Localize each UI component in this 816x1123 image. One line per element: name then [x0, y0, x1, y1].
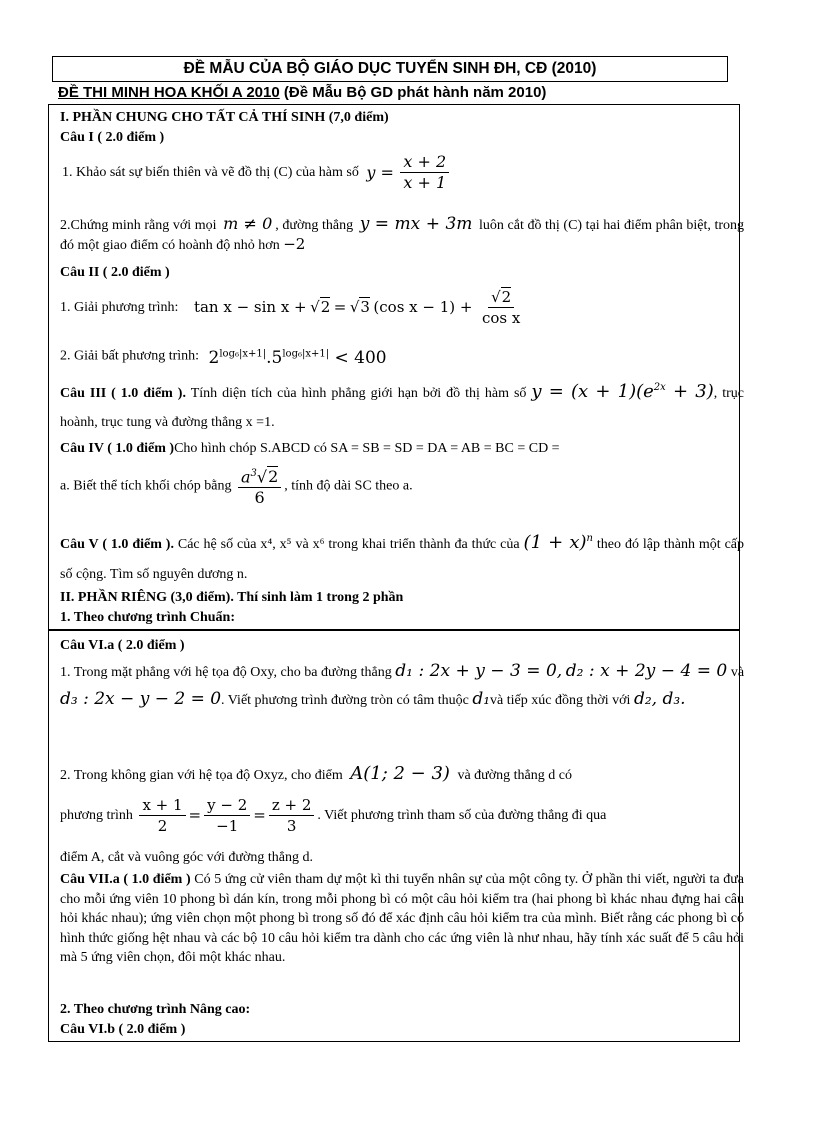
cau2-q2-rhs: < 400 [334, 347, 387, 368]
subtitle-rest: (Đề Mẫu Bộ GD phát hành năm 2010) [279, 84, 547, 101]
cau1-q1-fraction [400, 152, 449, 193]
cau2-q1-fraction [479, 287, 523, 328]
cau6a-q1-text1: 1. Trong mặt phẳng với hệ tọa độ Oxy, cho ba đường thẳng [60, 665, 392, 680]
cau6a-q2-line2 [60, 795, 744, 836]
sqrt-2: √2 [310, 298, 331, 316]
exponent-1: log₆|x+1| [219, 348, 267, 359]
base-2: 2 [208, 347, 220, 368]
cau1-q1 [62, 152, 746, 193]
line-d2: d₂ : x + 2y − 4 = 0 [565, 661, 728, 681]
cau3-text1: Tính diện tích của hình phẳng giới hạn bởi đồ thị hàm số [190, 386, 527, 401]
cau5-math-base: (1 + x) [523, 532, 587, 553]
exam-title: ĐỀ MẪU CỦA BỘ GIÁO DỤC TUYỂN SINH ĐH, CĐ (2010) [52, 56, 728, 82]
cau6a-q2-text4: . Viết phương trình tham số của đường thẳng đi qua [317, 808, 607, 823]
cau6b-label: Câu VI.b ( 2.0 điểm ) [60, 1022, 186, 1037]
fraction-denominator: cos x [481, 309, 521, 327]
cau6a-and: và [730, 665, 745, 680]
fraction-denominator: 6 [254, 488, 265, 508]
cau1-q1-y: y = [366, 163, 394, 182]
part1-heading: I. PHẦN CHUNG CHO TẤT CẢ THÍ SINH (7,0 điểm) [60, 110, 389, 125]
cau3-math-end: + 3) [673, 381, 714, 402]
cau6a-q2-text1: 2. Trong không gian với hệ tọa độ Oxyz, cho điểm [60, 768, 343, 783]
line-d3: d₃ : 2x − y − 2 = 0 [60, 689, 222, 709]
sqrt-3: √3 [349, 298, 370, 316]
cau2-q1-left: tan x − sin x + [193, 298, 307, 316]
cau1-label: Câu I ( 2.0 điểm ) [60, 130, 165, 145]
cau4-text1: Cho hình chóp S.ABCD có SA = SB = SD = DA = AB = BC = CD = [174, 441, 560, 456]
fraction-numerator: x + 2 [400, 152, 449, 173]
cau3-text2: , trục hoành, trục tung và đường thẳng x =1. [60, 386, 744, 430]
cau2-q2-text: 2. Giải bất phương trình: [60, 348, 200, 364]
cau6a-q2-text2: và đường thẳng d có [457, 768, 572, 783]
cau6a-label: Câu VI.a ( 2.0 điểm ) [60, 638, 185, 653]
cau5-text1: Các hệ số của x⁴, x⁵ và x⁶ trong khai triển thành đa thức của [177, 537, 520, 552]
cau6a-q2-line1 [60, 764, 744, 785]
cau6a-q1-text3: và tiếp xúc đồng thời với [490, 693, 631, 708]
numerator-radicand: 2 [268, 467, 279, 487]
cau1-q2-text2: , đường thẳng [275, 218, 354, 233]
cau5-text2: theo đó lập thành một cấp số cộng. Tìm số nguyên dương n. [60, 537, 745, 582]
lines-d2-d3: d₂, d₃. [633, 689, 686, 709]
cau2-label: Câu II ( 2.0 điểm ) [60, 265, 170, 280]
part2-sub1: 1. Theo chương trình Chuẩn: [60, 610, 235, 625]
cau5 [60, 524, 744, 590]
exponent-2: log₆|x+1| [282, 348, 330, 359]
numerator-exp: 3 [250, 468, 257, 479]
cau1-q2-text1: 2.Chứng minh rằng với mọi [60, 218, 217, 233]
cau4-fraction [238, 464, 281, 508]
cau2-q1-paren: (cos x − 1) + [373, 298, 473, 316]
fraction-denominator: x + 1 [403, 173, 447, 192]
part2-sub2: 2. Theo chương trình Nâng cao: [60, 1002, 251, 1017]
cau7a [60, 870, 744, 968]
cau1-q2-math2: y = mx + 3m [359, 214, 473, 234]
exam-subtitle [58, 84, 738, 102]
cau3 [60, 373, 744, 437]
equals-2: = [253, 806, 266, 824]
cau2-q2-math [209, 348, 387, 368]
cau2-q1-text: 1. Giải phương trình: [60, 300, 179, 315]
cau6a-q1 [60, 658, 744, 714]
fraction-x [139, 795, 185, 836]
dot: . [266, 347, 272, 368]
cau6a-q2-text3: phương trình [60, 808, 133, 823]
numerator-a: a [240, 467, 251, 487]
cau4-label: Câu IV ( 1.0 điểm ) [60, 441, 175, 456]
cau3-math-base: y = (x + 1)(e [531, 381, 654, 402]
cau6a-q1-text2: . Viết phương trình đường tròn có tâm thuộc [221, 693, 469, 708]
subtitle-underlined: ĐỀ THI MINH HOA KHỐI A 2010 [58, 84, 280, 101]
cau3-math-exp: 2x [653, 382, 666, 393]
part2-heading: II. PHẦN RIÊNG (3,0 điểm). Thí sinh làm 1 trong 2 phần [60, 590, 404, 605]
base-5: 5 [271, 347, 283, 368]
fraction-z [269, 795, 315, 836]
fraction-numerator-radicand: 2 [501, 288, 512, 306]
equals-1: = [188, 806, 202, 824]
cau3-label: Câu III ( 1.0 điểm ). [60, 386, 186, 401]
fraction-denominator: 2 [157, 817, 168, 835]
cau2-q2 [60, 344, 744, 368]
cau1-q1-text: 1. Khảo sát sự biến thiên và vẽ đồ thị (C) của hàm số [62, 165, 359, 180]
cau1-q2-text3: luôn cắt đồ thị (C) tại hai điểm phân biệt, trong đó một giao điểm có hoành độ nhỏ hơn [60, 218, 745, 253]
cau2-q1 [60, 287, 744, 328]
fraction-denominator: 3 [286, 817, 297, 835]
cau5-math-exp: n [586, 533, 593, 544]
cau4-text2: a. Biết thể tích khối chóp bằng [60, 478, 232, 494]
cau6a-q2-line3: điểm A, cắt và vuông góc với đường thẳng d. [60, 850, 313, 865]
cau1-q2-math3: −2 [283, 235, 306, 253]
cau7a-label: Câu VII.a ( 1.0 điểm ) [60, 872, 191, 887]
point-A: A(1; 2 − 3) [350, 763, 450, 784]
cau1-q2-math1: m ≠ 0 [223, 214, 273, 233]
cau5-math [524, 532, 593, 553]
cau1-q2 [60, 214, 744, 255]
cau3-math [531, 381, 713, 402]
cau4-text3: , tính độ dài SC theo a. [284, 478, 413, 494]
fraction-y [204, 795, 250, 836]
sqrt-3-radicand: 3 [360, 298, 370, 316]
fraction-numerator: z + 2 [269, 795, 315, 816]
sqrt-2-radicand: 2 [320, 298, 331, 316]
fraction-numerator: x + 1 [139, 795, 185, 816]
cau2-q1-equals: = [333, 298, 347, 316]
cau4-line2 [60, 464, 744, 508]
cau4-line1 [60, 439, 744, 458]
line-d1-ref: d₁ [472, 689, 491, 709]
fraction-numerator: √2 [488, 287, 514, 308]
fraction-numerator: $a^3√2$ [238, 464, 281, 488]
fraction-denominator: −1 [216, 817, 239, 835]
fraction-numerator: y − 2 [204, 795, 250, 816]
line-d1: d₁ : 2x + y − 3 = 0, [395, 661, 563, 681]
cau5-label: Câu V ( 1.0 điểm ). [60, 537, 174, 552]
cau7a-text: Có 5 ứng cử viên tham dự một kì thi tuyển nhân sự của một công ty. Ở phần thi viết, người ta đưa cho mỗi ứng viên 10 phong bì dán kín, trong mỗi phong bì có một câu hỏi kiểm tra (hai phong bì khác nhau đựng hai câu hỏi khác nhau); ứng viên chọn một phong bì trong số đó để xác định câu hỏi kiểm tra của mình. Biết rằng các phong bì có hình thức giống hệt nhau và các bộ 10 câu hỏi kiểm tra dành cho các ứng viên là như nhau, hãy tính xác suất để 5 câu hỏi mà 5 ứng viên chọn, đôi một khác nhau. [60, 872, 744, 965]
